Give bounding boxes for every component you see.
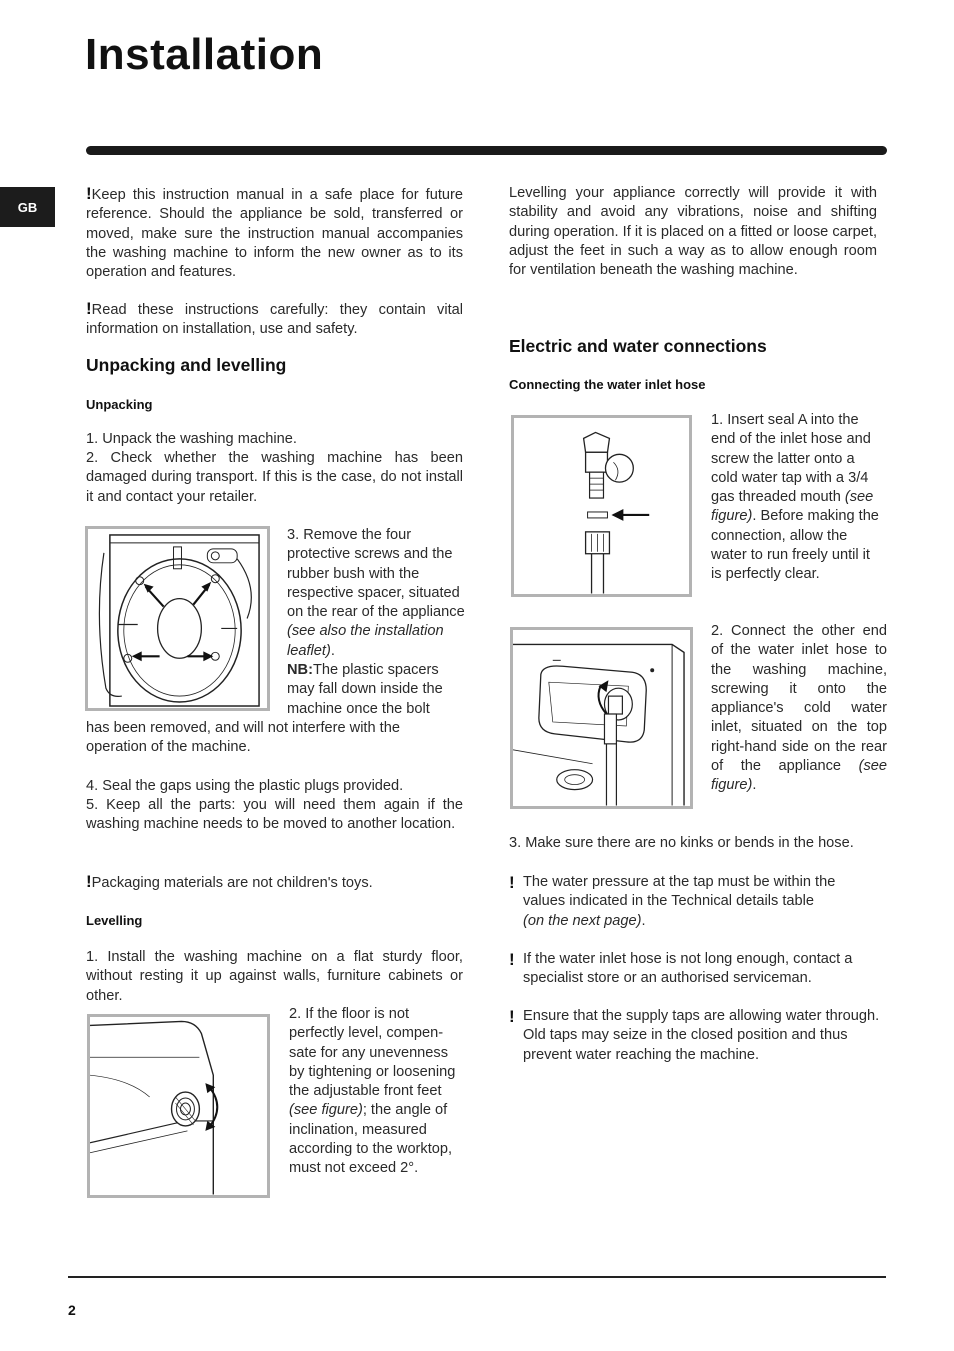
exclamation-icon: !	[86, 299, 92, 318]
adjustable-foot-illustration	[90, 1017, 267, 1195]
intro-paragraph-1: !Keep this instruction manual in a safe place for future reference. Should the appliance be sold, transferred or moved, make sure the instruction manual accompanies the washing machine to inform the new owner as to its operation and features.	[86, 184, 463, 281]
exclamation-icon: !	[86, 872, 92, 891]
hose-length-note: ! If the water inlet hose is not long enough, contact a specialist store or an authorised serviceman.	[509, 950, 881, 989]
unpacking-step-5: 5. Keep all the parts: you will need them again if the washing machine needs to be moved to another location.	[86, 797, 463, 833]
page-title: Installation	[85, 30, 324, 79]
exclamation-icon: !	[509, 1007, 515, 1026]
unpacking-step-3: 3. Remove the four protective screws and the rubber bush with the respective spacer, situated on the rear of the appliance (see also the installation leaflet). NB:The plastic spacers may fall down inside the machine once the bolt	[287, 527, 465, 717]
figure-tap-connection	[511, 415, 692, 597]
heading-levelling: Levelling	[86, 913, 143, 928]
title-rule	[86, 146, 887, 155]
section-title-electric-water: Electric and water connections	[509, 336, 767, 356]
water-step-3: 3. Make sure there are no kinks or bends in the hose.	[509, 835, 854, 851]
machine-inlet-illustration	[513, 630, 690, 806]
levelling-step-2: 2. If the floor is not perfectly level, compen-sate for any unevenness by tightening or loosening the adjustable front feet (see figure); the angle of inclination, measured according to the worktop, must not exceed 2°.	[289, 1006, 456, 1177]
exclamation-icon: !	[509, 873, 515, 892]
tap-hose-illustration	[514, 418, 689, 594]
figure-rear-screws	[85, 526, 270, 711]
intro-paragraph-2: !Read these instructions carefully: they contain vital information on installation, use and safety.	[86, 299, 463, 338]
packaging-warning: !Packaging materials are not children's toys.	[86, 872, 373, 891]
exclamation-icon: !	[86, 184, 92, 203]
levelling-benefits-paragraph: Levelling your appliance correctly will provide it with stability and avoid any vibrations, noise and shifting during operation. If it is placed on a fitted or loose carpet, adjust the feet in such a way as to allow enough room for ventilation beneath the washing machine.	[509, 185, 877, 279]
footer-rule	[68, 1276, 886, 1278]
water-step-1: 1. Insert seal A into the end of the inlet hose and screw the latter onto a cold water tap with a 3/4 gas threaded mouth (see figure). Before making the connection, allow the water to run freely until it is perfectly clear.	[711, 412, 879, 583]
section-title-unpacking-levelling: Unpacking and levelling	[86, 355, 287, 375]
unpacking-nb-continued: has been removed, and will not interfere with the operation of the machine.	[86, 720, 400, 756]
water-pressure-note: ! The water pressure at the tap must be within the values indicated in the Technical details table (on the next page).	[509, 873, 881, 931]
figure-machine-inlet	[510, 627, 693, 809]
water-step-2: 2. Connect the other end of the water inlet hose to the washing machine, screwing it onto the appliance's cold water inlet, situated on the top right-hand side on the rear of the appliance (see figure).	[711, 623, 887, 794]
unpacking-step-4: 4. Seal the gaps using the plastic plugs provided.	[86, 778, 404, 794]
heading-unpacking: Unpacking	[86, 397, 153, 412]
supply-taps-note: ! Ensure that the supply taps are allowing water through. Old taps may seize in the closed position and thus prevent water reaching the machine.	[509, 1007, 881, 1065]
washing-machine-rear-illustration	[88, 529, 267, 708]
heading-water-inlet-hose: Connecting the water inlet hose	[509, 377, 706, 392]
page-number: 2	[68, 1302, 76, 1318]
exclamation-icon: !	[509, 950, 515, 969]
unpacking-step-1: 1. Unpack the washing machine.	[86, 431, 297, 447]
levelling-step-1: 1. Install the washing machine on a flat sturdy floor, without resting it up against walls, furniture cabinets or other.	[86, 949, 463, 1004]
figure-adjustable-foot	[87, 1014, 270, 1198]
unpacking-step-2: 2. Check whether the washing machine has been damaged during transport. If this is the case, do not install it and contact your retailer.	[86, 450, 463, 505]
language-tab: GB	[0, 187, 55, 227]
